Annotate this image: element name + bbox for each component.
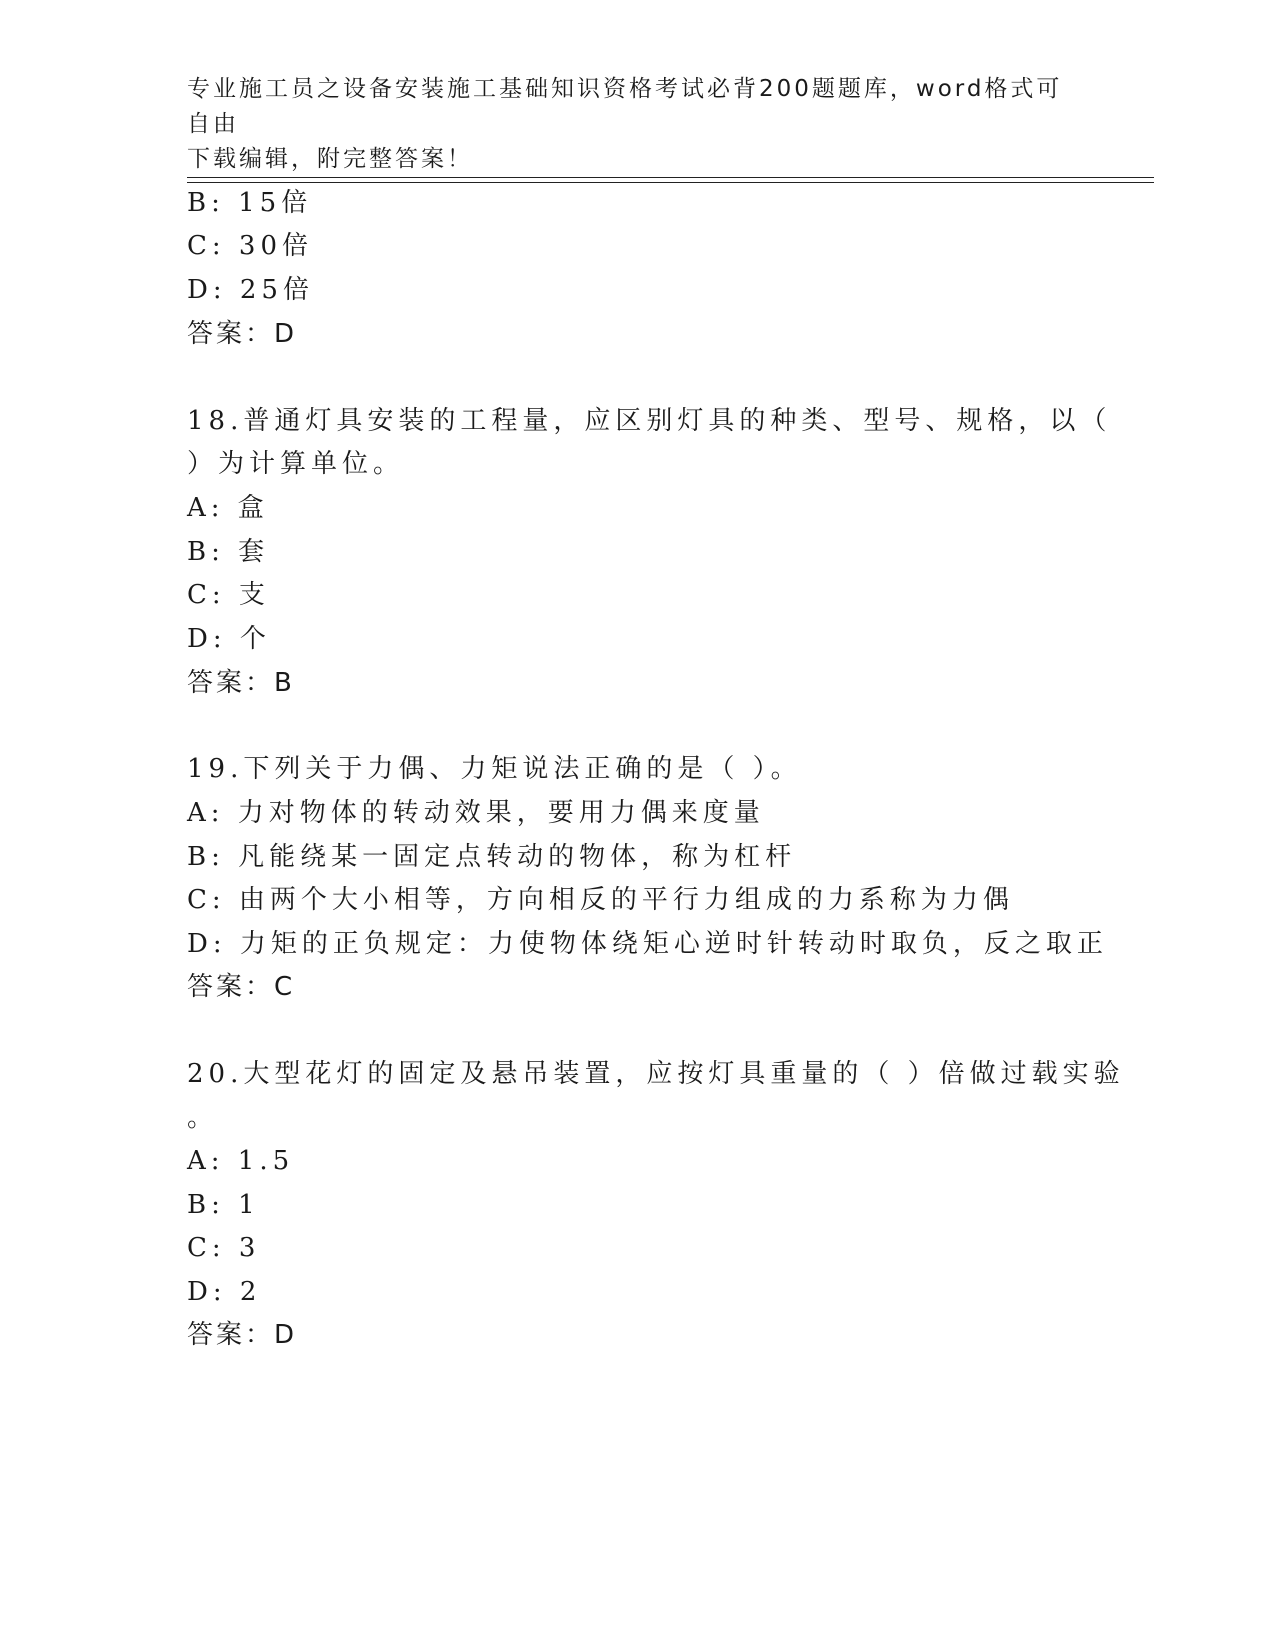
q19-option-c: C: 由两个大小相等，方向相反的平行力组成的力系称为力偶 [187, 885, 1014, 915]
q19-option-d: D: 力矩的正负规定：力使物体绕矩心逆时针转动时取负，反之取正 [187, 929, 1108, 959]
header-line-1: 专业施工员之设备安装施工基础知识资格考试必背200题题库，word格式可自由 [187, 76, 1063, 137]
header-divider-top [187, 177, 1154, 178]
q18-option-b: B: 套 [187, 537, 270, 567]
q17-option-d: D: 25倍 [187, 275, 314, 305]
q17-option-c: C: 30倍 [187, 231, 314, 261]
header-divider-bottom [187, 182, 1154, 183]
q20-answer: 答案：D [187, 1320, 298, 1350]
q18-option-c: C: 支 [187, 580, 270, 610]
q19-option-b: B: 凡能绕某一固定点转动的物体，称为杠杆 [187, 842, 797, 872]
q19-stem-line-1: 19.下列关于力偶、力矩说法正确的是（ ）。 [187, 754, 802, 784]
q17-option-b: B: 15倍 [187, 188, 313, 218]
header-line-2: 下载编辑，附完整答案！ [187, 146, 473, 172]
q19-answer: 答案：C [187, 972, 296, 1002]
q18-stem-line-2: ）为计算单位。 [187, 449, 405, 479]
q18-option-d: D: 个 [187, 624, 271, 654]
q18-stem-line-1: 18.普通灯具安装的工程量，应区别灯具的种类、型号、规格，以（ [187, 406, 1112, 436]
q18-option-a: A: 盒 [187, 493, 269, 523]
q20-option-b: B: 1 [187, 1190, 260, 1220]
q20-option-a: A: 1.5 [187, 1146, 295, 1176]
q19-option-a: A: 力对物体的转动效果，要用力偶来度量 [187, 798, 765, 828]
q20-stem-line-1: 20.大型花灯的固定及悬吊装置，应按灯具重量的（ ）倍做过载实验 [187, 1059, 1125, 1089]
q20-stem-line-2: 。 [187, 1103, 219, 1133]
q18-answer: 答案：B [187, 668, 295, 698]
q17-answer: 答案：D [187, 319, 298, 349]
q20-option-c: C: 3 [187, 1233, 261, 1263]
q20-option-d: D: 2 [187, 1277, 262, 1307]
document-header [187, 72, 1087, 177]
